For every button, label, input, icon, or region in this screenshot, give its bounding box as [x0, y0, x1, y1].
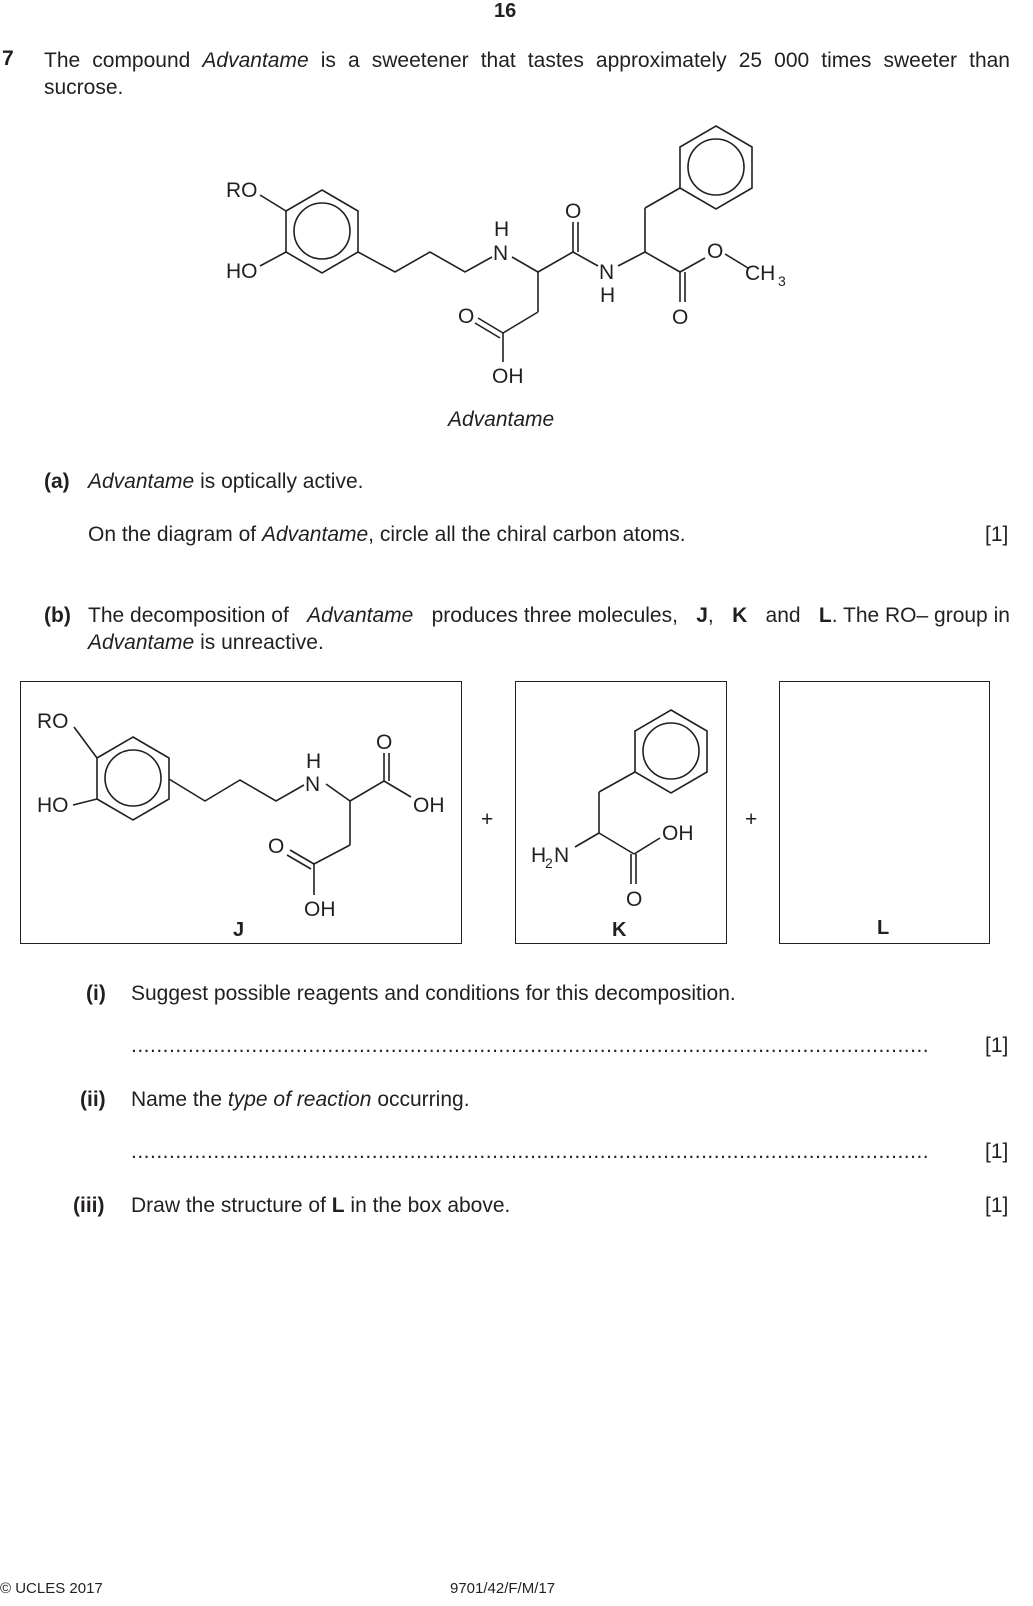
bond-ho: [260, 252, 286, 266]
part-a-instruction-compound: Advantame: [261, 523, 369, 546]
part-b-line2: [88, 631, 324, 655]
k-bond-ca-cooh: [599, 833, 634, 854]
label-o-amide: O: [565, 200, 582, 223]
j-label-ro: RO: [37, 710, 69, 733]
sub-i-marks: [1]: [985, 1034, 1009, 1057]
diagram-caption: Advantame: [448, 408, 555, 431]
part-b-compound: Advantame: [307, 604, 414, 627]
part-b-text-mid: produces three molecules,: [431, 604, 678, 627]
j-label-h: H: [306, 750, 322, 773]
sub-ii-answer-line[interactable]: ..............................................................................................................................: [131, 1140, 930, 1163]
sub-iii-text-bold: L: [331, 1194, 345, 1217]
j-chain: [169, 779, 304, 801]
label-n2: N: [599, 261, 615, 284]
label-ch: CH: [745, 262, 776, 285]
bond-cooh-o-2: [475, 323, 500, 338]
j-bond-ca-cooh: [350, 781, 384, 801]
bond-ch2-cooh: [503, 312, 538, 333]
label-h-top: H: [494, 218, 510, 241]
part-a-instruction-end: , circle all the chiral carbon atoms.: [368, 523, 686, 546]
part-b-text-end: . The RO– group in: [831, 604, 1010, 627]
plus-sign-1: +: [481, 808, 494, 831]
j-bond-ch2-cooh: [314, 845, 350, 864]
k-ring-circle: [643, 723, 699, 779]
sub-ii-text-italic: type of reaction: [227, 1088, 372, 1111]
structure-j: [20, 681, 462, 944]
j-label-ho: HO: [37, 794, 69, 817]
sub-i-label: (i): [86, 982, 106, 1005]
footer-copyright: © UCLES 2017: [0, 1580, 103, 1597]
sub-iii-marks: [1]: [985, 1194, 1009, 1217]
label-n1: N: [493, 242, 509, 265]
k-label-o: O: [626, 888, 643, 911]
propyl-chain: [358, 252, 492, 272]
bond-co-n: [573, 252, 598, 266]
part-a-label: (a): [44, 470, 70, 493]
part-a-instruction-start: On the diagram of: [88, 523, 257, 546]
intro-text-1: The compound: [44, 49, 191, 72]
j-label-o-top: O: [376, 731, 393, 754]
k-label-n: N: [554, 844, 570, 867]
intro-text-3: sucrose.: [44, 76, 124, 99]
part-b-line1: [88, 604, 1010, 628]
box-l-label: L: [877, 917, 890, 939]
j-bond-ro: [74, 727, 97, 758]
question-number: 7: [2, 47, 14, 70]
sub-ii-text-start: Name the: [131, 1088, 223, 1111]
catechol-ring-circle: [294, 203, 350, 259]
sub-iii-text: [131, 1194, 510, 1218]
j-bond-cooh-o-2: [287, 855, 311, 869]
part-a-line2: [88, 523, 686, 547]
label-o-acid: O: [458, 305, 475, 328]
box-j-label: J: [233, 919, 245, 941]
part-b-label: (b): [44, 604, 71, 627]
footer-paper-code: 9701/42/F/M/17: [450, 1580, 556, 1597]
bond-cooh-o: [478, 318, 503, 333]
page-number: 16: [494, 0, 517, 22]
label-oh: OH: [492, 365, 524, 388]
question-intro: [44, 47, 1010, 101]
k-label-subscript-2: 2: [545, 855, 553, 871]
box-k-label: K: [612, 919, 627, 941]
structure-k: [515, 681, 727, 944]
part-b-and: and: [765, 604, 801, 627]
bond-cb-ester: [645, 252, 680, 272]
plus-sign-2: +: [745, 808, 758, 831]
k-bond-oh: [634, 838, 660, 854]
label-h-bottom: H: [600, 284, 616, 307]
part-b-l: L: [818, 604, 832, 627]
part-a-marks: [1]: [985, 523, 1009, 546]
sub-iii-label: (iii): [73, 1194, 105, 1217]
k-bond-ring-ch2: [599, 772, 635, 792]
part-a-line1: [88, 470, 363, 494]
part-a-compound: Advantame: [88, 470, 195, 493]
j-bond-ho: [73, 799, 97, 805]
j-label-o-left: O: [268, 835, 285, 858]
part-b-compound-2: Advantame: [88, 631, 195, 654]
label-o-ester-dbl: O: [672, 306, 689, 329]
intro-text-2: is a sweetener that tastes approximately 25 000 times sweeter than: [320, 49, 1010, 72]
sub-i-answer-line[interactable]: ..............................................................................................................................: [131, 1034, 930, 1057]
k-label-oh: OH: [662, 822, 694, 845]
compound-name: Advantame: [202, 49, 309, 72]
sub-iii-text-end: in the box above.: [350, 1194, 511, 1217]
j-bond-oh: [384, 781, 411, 797]
bond-n-ca: [512, 257, 538, 272]
label-ho: HO: [226, 260, 258, 283]
k-label-h: H: [531, 844, 547, 867]
box-l-answer-area[interactable]: [779, 681, 990, 944]
sub-i-text: Suggest possible reagents and conditions for this decomposition.: [131, 982, 736, 1005]
j-label-oh-right: OH: [413, 794, 445, 817]
sub-ii-text: [131, 1088, 470, 1112]
bond-ca-co: [538, 252, 573, 272]
part-a-text: is optically active.: [200, 470, 364, 493]
bond-n-cb: [618, 252, 645, 266]
advantame-structure-diagram: [0, 110, 1033, 410]
bond-ester-o: [680, 258, 705, 272]
part-b-comma: ,: [707, 604, 714, 627]
label-ro: RO: [226, 179, 258, 202]
label-o-ester: O: [707, 240, 724, 263]
sub-ii-label: (ii): [80, 1088, 106, 1111]
label-subscript-3: 3: [778, 273, 786, 289]
j-bond-cooh-o: [290, 850, 314, 864]
phenyl-ring-circle: [688, 139, 744, 195]
part-b-j: J: [696, 604, 708, 627]
part-b-text-2: is unreactive.: [200, 631, 324, 654]
bond-ro: [260, 195, 286, 211]
bond-ch2-ring: [645, 188, 680, 208]
part-b-text-start: The decomposition of: [88, 604, 289, 627]
sub-iii-text-start: Draw the structure of: [131, 1194, 326, 1217]
j-label-n: N: [305, 773, 321, 796]
j-ring-circle: [105, 750, 161, 806]
k-bond-ca-n: [575, 833, 599, 847]
sub-ii-text-end: occurring.: [377, 1088, 470, 1111]
j-bond-n-ca: [326, 784, 350, 801]
sub-ii-marks: [1]: [985, 1140, 1009, 1163]
j-label-oh-bottom: OH: [304, 898, 336, 921]
part-b-k: K: [732, 604, 748, 627]
